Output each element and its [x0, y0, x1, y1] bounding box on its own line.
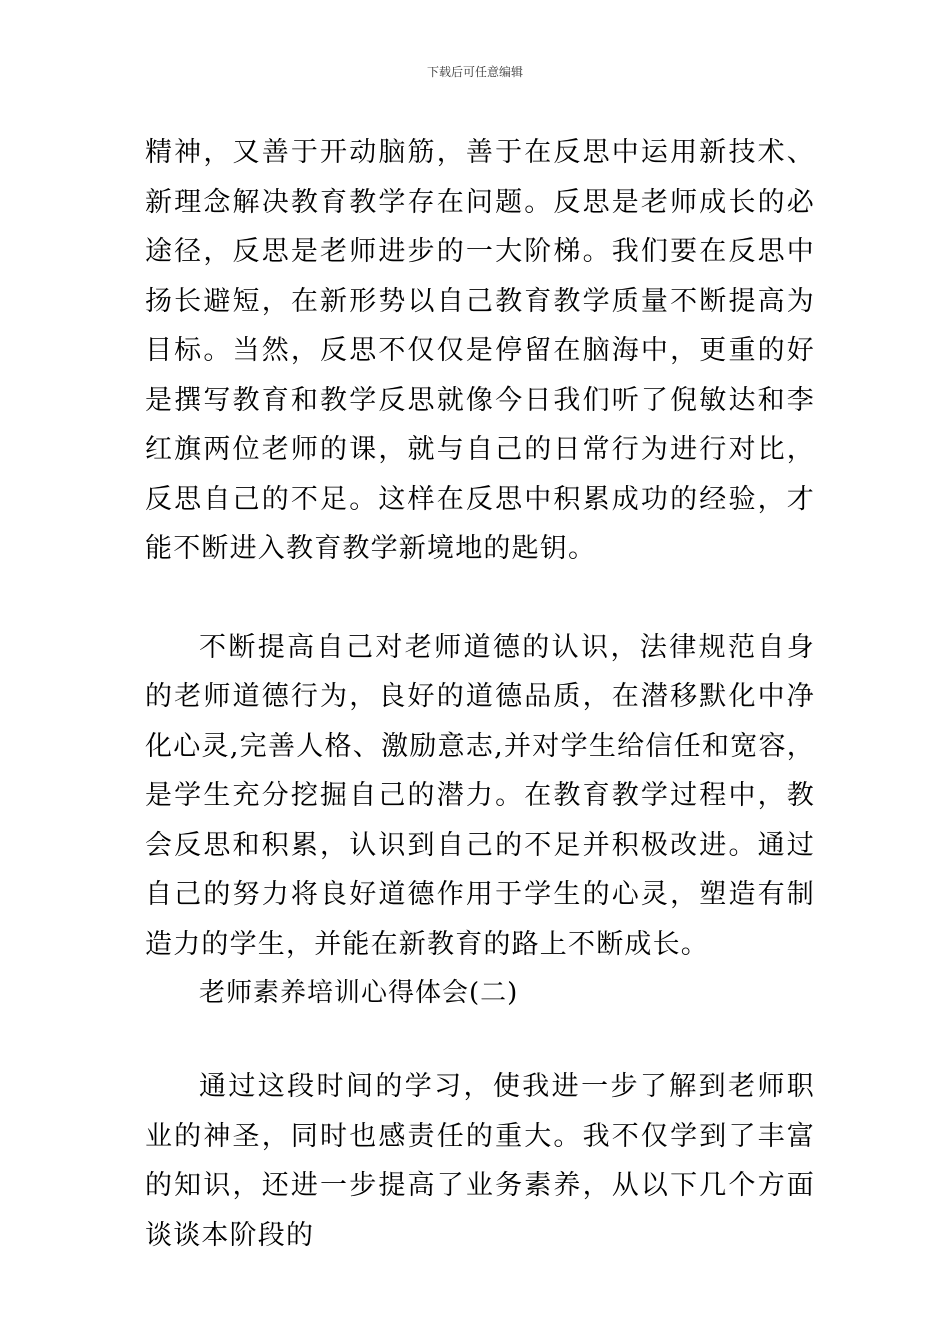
paragraph-learning: 通过这段时间的学习，使我进一步了解到老师职业的神圣，同时也感责任的重大。我不仅学到了丰富的知识，还进一步提高了业务素养，从以下几个方面谈谈本阶段的 — [145, 1071, 815, 1251]
paragraph-ethics: 不断提高自己对老师道德的认识，法律规范自身的老师道德行为，良好的道德品质，在潜移默化中净化心灵,完善人格、激励意志,并对学生给信任和宽容，是学生充分挖掘自己的潜力。在教育教学过程中，教会反思和积累，认识到自己的不足并积极改进。通过自己的努力将良好道德作用于学生的心灵，塑造有制造力的学生，并能在新教育的路上不断成长。 — [145, 631, 815, 960]
document-body — [145, 128, 815, 1260]
page-header: 下载后可任意编辑 — [426, 65, 523, 79]
paragraph-reflection: 精神，又善于开动脑筋，善于在反思中运用新技术、新理念解决教育教学存在问题。反思是老师成长的必途径，反思是老师进步的一大阶梯。我们要在反思中扬长避短，在新形势以自己教育教学质量不断提高为目标。当然，反思不仅仅是停留在脑海中，更重的好是撰写教育和教学反思就像今日我们听了倪敏达和李红旗两位老师的课，就与自己的日常行为进行对比，反思自己的不足。这样在反思中积累成功的经验，才能不断进入教育教学新境地的匙钥。 — [145, 137, 815, 564]
section-heading: 老师素养培训心得体会(二) — [199, 978, 519, 1008]
